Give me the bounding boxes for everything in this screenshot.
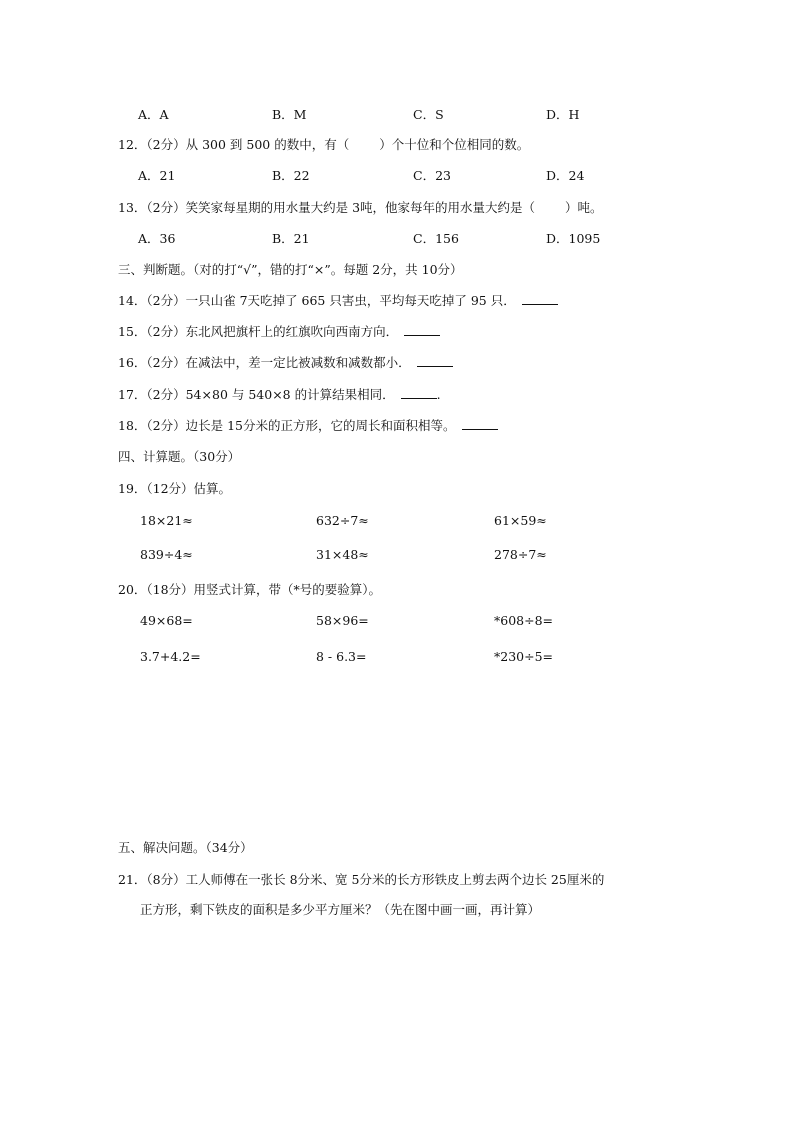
section3-title: 三、判断题。（对的打“√”，错的打“×”。每题 2分，共 10分）: [118, 262, 463, 277]
q15-stem: 15．（2分）东北风把旗杆上的红旗吹向西南方向．: [118, 322, 440, 340]
q13-option-d: D．1095: [546, 231, 601, 246]
q14-answer-blank[interactable]: [522, 293, 558, 305]
q19-problem: 18×21≈: [140, 513, 193, 528]
q20-problem: 49×68=: [140, 613, 193, 628]
q13-option-b: B．21: [272, 231, 310, 246]
q16-stem: 16．（2分）在减法中，差一定比被减数和减数都小．: [118, 353, 453, 371]
q20-problem: *608÷8=: [494, 613, 554, 628]
q20-problem: 3.7+4.2=: [140, 649, 201, 664]
q20-problem: 58×96=: [316, 613, 369, 628]
q12-option-b: B．22: [272, 168, 310, 183]
q20-problem: *230÷5=: [494, 649, 554, 664]
q12-stem: 12．（2分）从 300 到 500 的数中，有（ ）个十位和个位相同的数。: [118, 137, 530, 152]
q13-option-a: A．36: [138, 231, 176, 246]
q18-answer-blank[interactable]: [462, 418, 498, 430]
q17-stem: 17．（2分）54×80 与 540×8 的计算结果相同． .: [118, 387, 441, 402]
q19-problem: 839÷4≈: [140, 547, 193, 562]
q11-option-d: D．H: [546, 107, 580, 122]
q16-answer-blank[interactable]: [417, 355, 453, 367]
q12-option-d: D．24: [546, 168, 585, 183]
q19-problem: 61×59≈: [494, 513, 547, 528]
q14-stem: 14．（2分）一只山雀 7天吃掉了 665 只害虫，平均每天吃掉了 95 只．: [118, 291, 558, 309]
q19-problem: 632÷7≈: [316, 513, 369, 528]
q21-stem-line2: 正方形，剩下铁皮的面积是多少平方厘米？（先在图中画一画，再计算）: [140, 902, 541, 917]
q19-problem: 31×48≈: [316, 547, 369, 562]
q15-answer-blank[interactable]: [404, 324, 440, 336]
q19-problem: 278÷7≈: [494, 547, 547, 562]
q11-option-b: B．M: [272, 107, 307, 122]
section5-title: 五、解决问题。（34分）: [118, 840, 253, 855]
q17-answer-blank[interactable]: [401, 387, 437, 399]
q21-stem-line1: 21．（8分）工人师傅在一张长 8分米、宽 5分米的长方形铁皮上剪去两个边长 25厘米的: [118, 872, 605, 887]
q13-option-c: C．156: [413, 231, 459, 246]
q11-option-a: A．A: [138, 107, 169, 122]
q19-stem: 19．（12分）估算。: [118, 481, 232, 496]
q12-option-c: C．23: [413, 168, 451, 183]
q11-option-c: C．S: [413, 107, 444, 122]
q20-problem: 8 - 6.3=: [316, 649, 367, 664]
q13-stem: 13．（2分）笑笑家每星期的用水量大约是 3吨，他家每年的用水量大约是（ ）吨。: [118, 200, 603, 215]
q12-option-a: A．21: [138, 168, 176, 183]
q20-stem: 20．（18分）用竖式计算，带（*号的要验算）。: [118, 582, 382, 597]
q18-stem: 18．（2分）边长是 15分米的正方形，它的周长和面积相等。: [118, 416, 498, 434]
section4-title: 四、计算题。（30分）: [118, 449, 241, 464]
